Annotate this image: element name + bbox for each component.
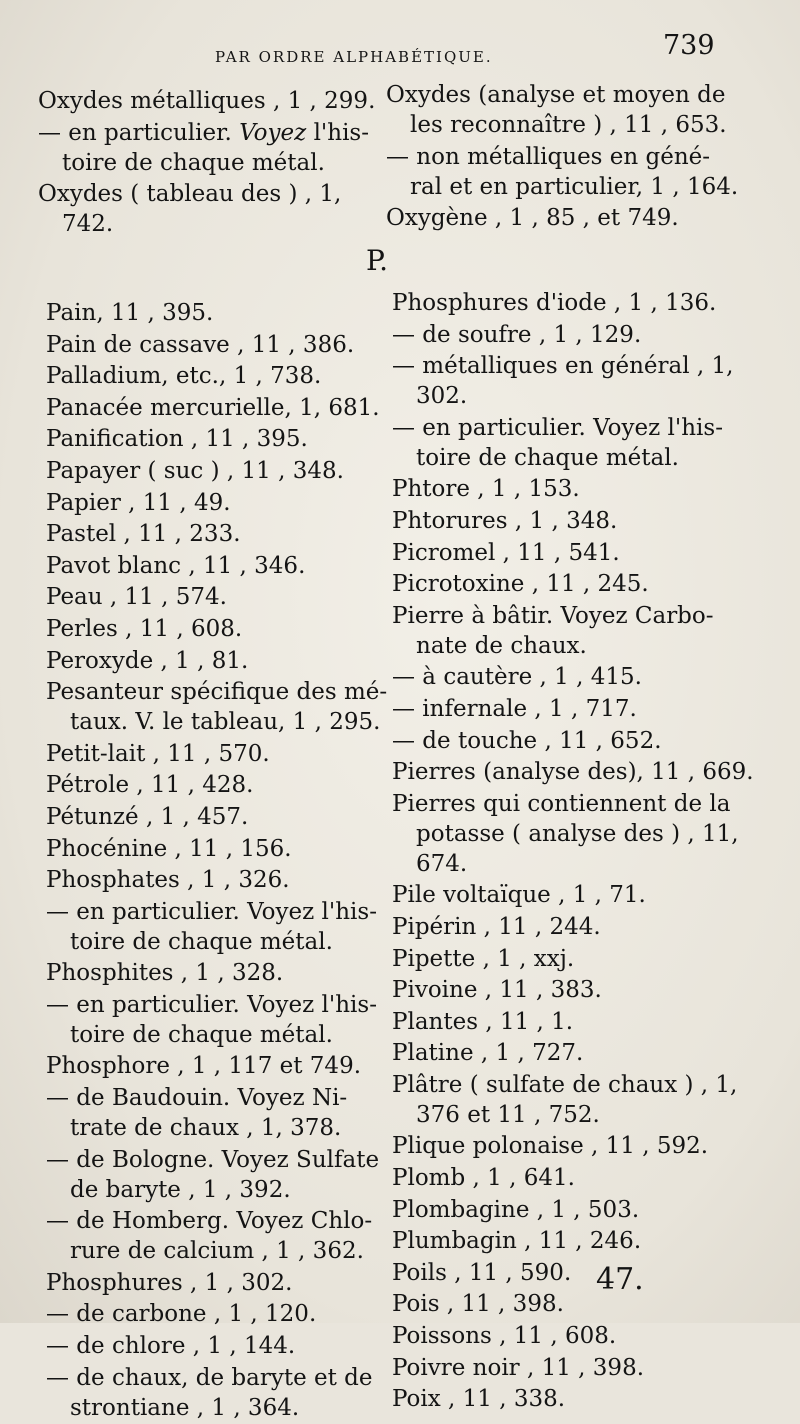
- index-entry: [392, 757, 757, 787]
- index-entry: [392, 506, 757, 536]
- entry-line: — de carbone , 1 , 120.: [46, 1301, 317, 1328]
- index-entry: [392, 351, 757, 411]
- index-entry: [392, 1163, 757, 1193]
- index-entry: [392, 662, 757, 692]
- entry-line: Pavot blanc , 11 , 346.: [46, 552, 306, 579]
- index-entry: [392, 320, 757, 350]
- entry-line: — de soufre , 1 , 129.: [392, 321, 642, 348]
- entry-line: Pois , 11 , 398.: [392, 1291, 564, 1318]
- entry-line: Pétunzé , 1 , 457.: [46, 803, 249, 830]
- entry-line: Poix , 11 , 338.: [392, 1386, 566, 1413]
- entry-continuation: 742.: [62, 211, 114, 238]
- entry-line: Plâtre ( sulfate de chaux ) , 1,: [392, 1071, 738, 1098]
- top-left-entries: [38, 86, 376, 241]
- entry-continuation: toire de chaque métal.: [70, 928, 333, 955]
- entry-line: Phosphures , 1 , 302.: [46, 1269, 293, 1296]
- entry-line: Papayer ( suc ) , 11 , 348.: [46, 457, 344, 484]
- entry-line: Pivoine , 11 , 383.: [392, 977, 602, 1004]
- entry-continuation: de baryte , 1 , 392.: [70, 1176, 291, 1203]
- entry-line: Picromel , 11 , 541.: [392, 539, 620, 566]
- index-entry: [392, 538, 757, 568]
- entry-line: Oxydes ( tableau des ) , 1,: [38, 181, 342, 208]
- index-entry: [46, 1299, 391, 1329]
- index-entry: [46, 802, 391, 832]
- index-entry: [46, 770, 391, 800]
- entry-line: Oxygène , 1 , 85 , et 749.: [386, 205, 679, 232]
- page-number: 739: [663, 30, 715, 61]
- entry-line: Panification , 11 , 395.: [46, 426, 308, 453]
- entry-line: Pipette , 1 , xxj.: [392, 945, 575, 972]
- index-entry: [46, 865, 391, 895]
- index-entry: [392, 1321, 757, 1351]
- signature-mark: 47.: [596, 1262, 644, 1297]
- index-entry: [46, 393, 391, 423]
- index-entry: [46, 456, 391, 486]
- index-entry: [46, 582, 391, 612]
- entry-continuation: taux. V. le tableau, 1 , 295.: [70, 709, 381, 736]
- index-entry: [46, 298, 391, 328]
- index-entry: [392, 1038, 757, 1068]
- index-entry: [46, 1363, 391, 1423]
- index-entry: [392, 1007, 757, 1037]
- index-entry: [46, 897, 391, 957]
- entry-line: Phtore , 1 , 153.: [392, 476, 580, 503]
- index-entry: [392, 1258, 757, 1288]
- entry-line: — non métalliques en géné-: [386, 143, 711, 170]
- entry-line: Panacée mercurielle, 1, 681.: [46, 394, 380, 421]
- entry-continuation: ral et en particulier, 1 , 164.: [410, 173, 739, 200]
- entry-line: Phocénine , 11 , 156.: [46, 835, 292, 862]
- index-entry: [46, 646, 391, 676]
- entry-line: — de touche , 11 , 652.: [392, 727, 662, 754]
- entry-continuation: 376 et 11 , 752.: [416, 1101, 600, 1128]
- index-entry: [46, 614, 391, 644]
- entry-line: — de Baudouin. Voyez Ni-: [46, 1085, 348, 1112]
- entry-line: Poivre noir , 11 , 398.: [392, 1354, 645, 1381]
- entry-line: — de chaux, de baryte et de: [46, 1364, 373, 1391]
- entry-line: Perles , 11 , 608.: [46, 615, 243, 642]
- entry-line: — de Bologne. Voyez Sulfate: [46, 1146, 380, 1173]
- index-entry: [46, 519, 391, 549]
- index-entry: [392, 474, 757, 504]
- entry-continuation: les reconnaître ) , 11 , 653.: [410, 112, 727, 138]
- index-entry: [46, 1145, 391, 1205]
- left-index-column: [46, 298, 391, 1424]
- entry-continuation: 674.: [416, 850, 468, 877]
- entry-line: — en particulier. Voyez l'his-: [38, 119, 369, 146]
- index-entry: [392, 912, 757, 942]
- index-entry: [392, 975, 757, 1005]
- index-entry: [38, 86, 376, 116]
- entry-continuation: potasse ( analyse des ) , 11,: [416, 820, 739, 847]
- entry-line: Pain, 11 , 395.: [46, 300, 214, 326]
- index-entry: [46, 677, 391, 737]
- index-entry: [392, 880, 757, 910]
- section-letter: P.: [366, 244, 389, 277]
- index-entry: [392, 1289, 757, 1319]
- index-entry: [392, 1131, 757, 1161]
- entry-line: Peau , 11 , 574.: [46, 584, 227, 611]
- entry-line: — infernale , 1 , 717.: [392, 695, 637, 722]
- entry-line: Platine , 1 , 727.: [392, 1040, 584, 1067]
- index-entry: [392, 1384, 757, 1414]
- index-entry: [386, 203, 716, 233]
- entry-line: Pastel , 11 , 233.: [46, 521, 241, 548]
- entry-line: Plique polonaise , 11 , 592.: [392, 1133, 709, 1160]
- index-entry: [46, 1206, 391, 1266]
- entry-line: — à cautère , 1 , 415.: [392, 664, 642, 691]
- index-entry: [392, 1226, 757, 1256]
- index-entry: [392, 694, 757, 724]
- index-entry: [392, 413, 757, 473]
- entry-line: Pétrole , 11 , 428.: [46, 772, 254, 799]
- index-entry: [392, 1353, 757, 1383]
- entry-line: Petit-lait , 11 , 570.: [46, 740, 270, 767]
- entry-line: Plombagine , 1 , 503.: [392, 1196, 640, 1223]
- entry-line: — de Homberg. Voyez Chlo-: [46, 1208, 373, 1235]
- entry-line: Phosphore , 1 , 117 et 749.: [46, 1053, 362, 1080]
- index-entry: [46, 990, 391, 1050]
- running-head: PAR ORDRE ALPHABÉTIQUE.: [215, 48, 493, 66]
- entry-line: Poils , 11 , 590.: [392, 1259, 572, 1286]
- index-entry: [392, 944, 757, 974]
- entry-line: Phosphates , 1 , 326.: [46, 867, 290, 894]
- index-entry: [46, 361, 391, 391]
- entry-continuation: toire de chaque métal.: [62, 149, 325, 176]
- entry-continuation: toire de chaque métal.: [416, 444, 679, 471]
- index-entry: [392, 726, 757, 756]
- entry-line: Pain de cassave , 11 , 386.: [46, 331, 355, 358]
- index-entry: [46, 1268, 391, 1298]
- entry-line: Pierres (analyse des), 11 , 669.: [392, 759, 754, 786]
- entry-line: Pipérin , 11 , 244.: [392, 913, 601, 940]
- entry-line: Plumbagin , 11 , 246.: [392, 1228, 642, 1255]
- entry-line: Peroxyde , 1 , 81.: [46, 647, 249, 674]
- index-entry: [46, 958, 391, 988]
- index-entry: [46, 424, 391, 454]
- entry-line: Pesanteur spécifique des mé-: [46, 679, 388, 706]
- index-entry: [392, 601, 757, 661]
- index-entry: [46, 1083, 391, 1143]
- entry-line: Oxydes métalliques , 1 , 299.: [38, 88, 376, 114]
- index-entry: [392, 789, 757, 879]
- entry-line: Palladium, etc., 1 , 738.: [46, 363, 322, 390]
- index-entry: [46, 488, 391, 518]
- index-entry: [46, 739, 391, 769]
- entry-line: Plantes , 11 , 1.: [392, 1008, 574, 1035]
- entry-line: Pile voltaïque , 1 , 71.: [392, 882, 646, 909]
- entry-line: — en particulier. Voyez l'his-: [46, 991, 377, 1018]
- entry-line: Poissons , 11 , 608.: [392, 1323, 617, 1350]
- entry-line: — métalliques en général , 1,: [392, 353, 734, 380]
- entry-continuation: strontiane , 1 , 364.: [70, 1394, 300, 1421]
- entry-continuation: toire de chaque métal.: [70, 1021, 333, 1048]
- index-entry: [46, 1051, 391, 1081]
- entry-line: Phtorures , 1 , 348.: [392, 507, 618, 534]
- right-index-column: [392, 288, 757, 1416]
- index-entry: [38, 118, 368, 178]
- index-entry: [392, 1070, 757, 1130]
- entry-line: Pierre à bâtir. Voyez Carbo-: [392, 602, 714, 629]
- entry-line: Picrotoxine , 11 , 245.: [392, 571, 649, 598]
- entry-line: Plomb , 1 , 641.: [392, 1165, 575, 1192]
- index-entry: [392, 569, 757, 599]
- index-entry: [386, 80, 727, 140]
- entry-line: Papier , 11 , 49.: [46, 489, 231, 516]
- entry-continuation: trate de chaux , 1, 378.: [70, 1115, 342, 1142]
- entry-line: Phosphures d'iode , 1 , 136.: [392, 290, 717, 316]
- entry-continuation: 302.: [416, 383, 468, 410]
- entry-line: Oxydes (analyse et moyen de: [386, 82, 726, 108]
- index-entry: [392, 288, 757, 318]
- entry-line: — de chlore , 1 , 144.: [46, 1333, 296, 1360]
- index-entry: [46, 834, 391, 864]
- entry-continuation: rure de calcium , 1 , 362.: [70, 1238, 364, 1265]
- index-entry: [46, 330, 391, 360]
- entry-line: Phosphites , 1 , 328.: [46, 960, 284, 987]
- index-entry: [38, 179, 368, 239]
- index-entry: [46, 551, 391, 581]
- entry-line: — en particulier. Voyez l'his-: [392, 414, 723, 441]
- top-right-entries: [386, 80, 739, 235]
- entry-continuation: nate de chaux.: [416, 632, 587, 659]
- index-entry: [46, 1331, 391, 1361]
- entry-line: Pierres qui contiennent de la: [392, 790, 731, 817]
- index-entry: [392, 1195, 757, 1225]
- index-entry: [386, 142, 739, 202]
- entry-line: — en particulier. Voyez l'his-: [46, 898, 377, 925]
